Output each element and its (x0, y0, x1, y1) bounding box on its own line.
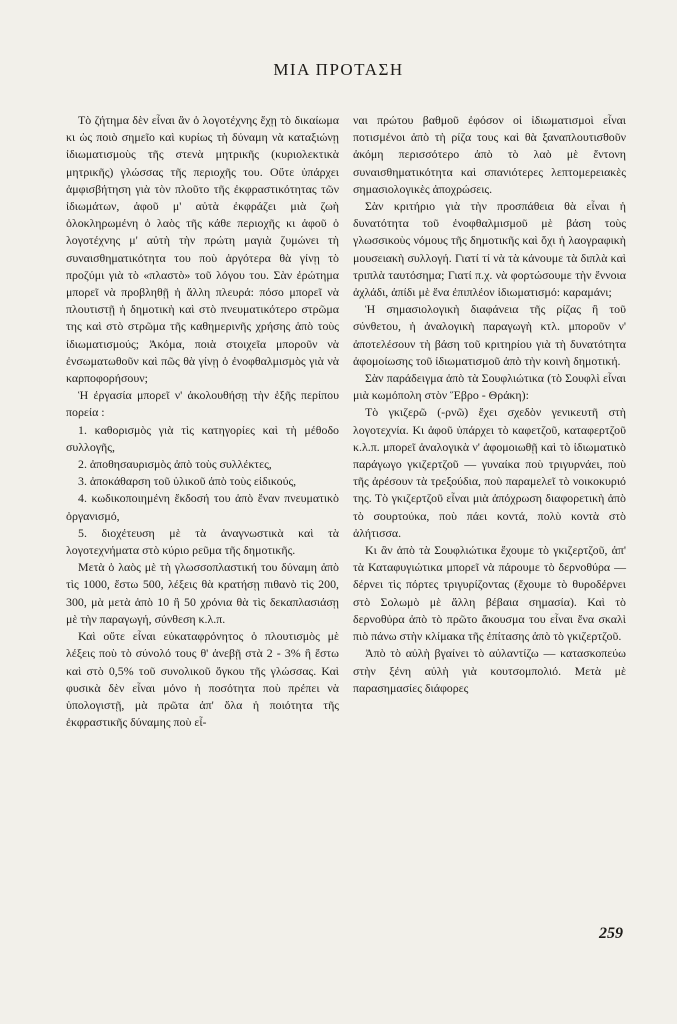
paragraph: Κι ἂν ἀπὸ τὰ Σουφλιώτικα ἔχουμε τὸ γκιζερτζοῦ, ἀπ' τὰ Καταφυγιώτικα μπορεῖ νὰ πάρουμε τὸ δερνοθύρα — δέρνει τὶς πόρτες τριγυρίζοντας (ἔχουμε τὸ θυροδέρνει στὸ Σολωμὸ μὲ ἄλλη βέβαια σημασία). Καὶ τὸ δερνοθύρα ἀπὸ τὸ πρῶτο ἄκουσμα του εἶναι ἕνα σκαλὶ πιὸ πάνω στὴν κλίμακα τῆς ἐπίτασης ἀπὸ τὸ γκιζερτζοῦ. (353, 543, 626, 644)
list-item: 4. κωδικοποιημένη ἔκδοσή του ἀπὸ ἕναν πνευματικὸ ὀργανισμό, (66, 491, 339, 523)
list-item: 5. διοχέτευση μὲ τὰ ἀναγνωστικὰ καὶ τὰ λογοτεχνήματα στὸ κύριο ρεῦμα τῆς δημοτικῆς. (66, 525, 339, 558)
paragraph: Ἡ σημασιολογικὴ διαφάνεια τῆς ρίζας ἢ τοῦ σύνθετου, ἡ ἀναλογικὴ παραγωγὴ κτλ. μποροῦν ν' ἀποτελέσουν τὴ βάση τοῦ κριτηρίου γιὰ τὴ δυνατότητα ἀφομοίωσης τοῦ ἰδιωματισμοῦ ἀπὸ τὴν κοινὴ δημοτική. (353, 302, 626, 368)
right-column (353, 112, 626, 697)
paragraph: Σὰν παράδειγμα ἀπὸ τὰ Σουφλιώτικα (τὸ Σουφλὶ εἶναι μιὰ κωμόπολη στὸν Ἕβρο - Θράκη): (353, 371, 626, 403)
paragraph: Ἀπὸ τὸ αὐλὴ βγαίνει τὸ αὐλαντίζω — κατασκοπεύω στὴν ξένη αὐλὴ γιὰ κουτσομπολιό. Μετὰ μὲ παρασημασίες διάφορες (353, 646, 626, 695)
list-item: 1. καθορισμὸς γιὰ τὶς κατηγορίες καὶ τὴ μέθοδο συλλογῆς, (66, 422, 339, 454)
paragraph: Σὰν κριτήριο γιὰ τὴν προσπάθεια θὰ εἶναι ἡ δυνατότητα τοῦ ἐνοφθαλμισμοῦ μὲ βάση τοὺς γλωσσικοὺς νόμους τῆς δημοτικῆς καὶ ὄχι ἡ λαογραφικὴ μουσειακὴ συλλογή. Γιατί τί νὰ τὰ κάνουμε τὰ διπλὰ καὶ τριπλὰ ταυτόσημα; Γιατί π.χ. νὰ φορτώσουμε τὴν ἔννοια ἀχλάδι, ἀπίδι μὲ ἕνα ἐπιπλέον ἰδιωματισμό: καραμάνι; (353, 199, 626, 300)
paragraph: Τὸ γκιζερῶ (-ρνῶ) ἔχει σχεδὸν γενικευτῆ στὴ λογοτεχνία. Κι ἀφοῦ ὑπάρχει τὸ καφετζοῦ, καταφερτζοῦ κ.λ.π. μπορεῖ ἀναλογικὰ ν' ἀφομοιωθῇ καὶ τὸ ἰδιωματικὸ παράγωγο γκιζερτζοῦ — γυναίκα ποὺ τριγυρνάει, ποὺ τῆς ἀρέσουν τὰ τρεξούδια, ποὺ παραμελεῖ τὸ νοικοκυριό της. Τὸ γκιζερτζοῦ εἶναι μιὰ ἀπόχρωση διαφορετικὴ ἀπὸ τὸ σουρτούκα, ποὺ πάει κοντά, πολὺ κοντὰ στὸ ἀλήτισσα. (353, 405, 626, 540)
list-item: 2. ἀποθησαυρισμὸς ἀπὸ τοὺς συλλέκτες, (78, 457, 272, 472)
page-title: ΜΙΑ ΠΡΟΤΑΣΗ (273, 60, 404, 79)
list-item: 3. ἀποκάθαρση τοῦ ὑλικοῦ ἀπὸ τοὺς εἰδικούς, (78, 474, 297, 489)
page-number: 259 (599, 925, 623, 942)
paragraph: Τὸ ζήτημα δὲν εἶναι ἂν ὁ λογοτέχνης ἔχῃ τὸ δικαίωμα κι ὡς ποιὸ σημεῖο καὶ κυρίως τὴ δύναμη νὰ καταξιώνῃ ἰδιωματισμοὺς τῆς στενὰ μητρικῆς (κυριολεκτικὰ μητρικῆς) γλώσσας τῆς περιοχῆς του. Οὔτε ὑπάρχει ἀμφισβήτηση γιὰ τὸν πλοῦτο τῆς ἐκφραστικότητας τῶν ἰδιωμάτων, ἀφοῦ μ' αὐτὰ ἐκφράζει μιὰ ζωὴ ὁλοκληρωμένη ὁ λαὸς τῆς κάθε περιοχῆς κι ἀφοῦ ὁ λογοτέχνης μ' αὐτὴ τὴν πρώτη μαγιὰ ζυμώνει τὴ συναισθηματικότητα του ποὺ ἀργότερα θὰ γίνῃ τὸ προζύμι γιὰ τὸ «πλαστὸ» τοῦ λόγου του. Σὰν ἐρώτημα μπορεῖ νὰ προβληθῇ ἡ ἄλλη πλευρά: πόσο μπορεῖ νὰ πλουτιστῇ ἡ δημοτικὴ καὶ στὸ πνευματικότερο στρῶμα της καὶ στὸ στρῶμα τῆς καθημερινῆς χρήσης ἀπὸ τοὺς ἰδιωματισμούς; Ἀκόμα, ποιὰ στοιχεῖα μποροῦν νὰ ἐνσωματωθοῦν καὶ πῶς θὰ γίνῃ ὁ ἐνοφθαλμισμὸς γιὰ νὰ καρποφορήσουν; (66, 113, 339, 386)
left-column (66, 112, 339, 731)
paragraph: Μετὰ ὁ λαὸς μὲ τὴ γλωσσοπλαστική του δύναμη ἀπὸ τὶς 1000, ἔστω 500, λέξεις θὰ κρατήσῃ πιθανὸ τὶς 200, 300, μὰ μετὰ ἀπὸ 10 ἢ 50 χρόνια θὰ τὶς δεκαπλασιάσῃ μὲ τὴν παραγωγή, σύνθεση κ.λ.π. (66, 560, 339, 626)
paragraph: Καὶ οὔτε εἶναι εὐκαταφρόνητος ὁ πλουτισμὸς μὲ λέξεις ποὺ τὸ σύνολό τους θ' ἀνεβῇ στὰ 2 - 3% ἢ ἔστω καὶ στὸ 0,5% τοῦ συνολικοῦ ὄγκου τῆς γλώσσας. Καὶ φυσικὰ δὲν εἶναι μόνο ἡ ποσότητα ποὺ πρέπει νὰ ὑπολογιστῇ, μὰ πρῶτα ἀπ' ὅλα ἡ ποιότητα τῆς ἐκφραστικῆς δύναμης ποὺ εἶ- (66, 629, 339, 730)
paragraph: Ἡ ἐργασία μπορεῖ ν' ἀκολουθήσῃ τὴν ἑξῆς περίπου πορεία : (66, 388, 339, 420)
paragraph: ναι πρώτου βαθμοῦ ἐφόσον οἱ ἰδιωματισμοὶ εἶναι ποτισμένοι ἀπὸ τὴ ρίζα τους καὶ θὰ ξαναπλουτισθοῦν ἀκόμη περισσότερο ἀπὸ τὸ λαὸ μὲ ἔντονη συναισθηματικότητα καὶ σπανιότερες λεπτομερειακὲς σημασιολογικὲς ἀποχρώσεις. (353, 113, 626, 196)
